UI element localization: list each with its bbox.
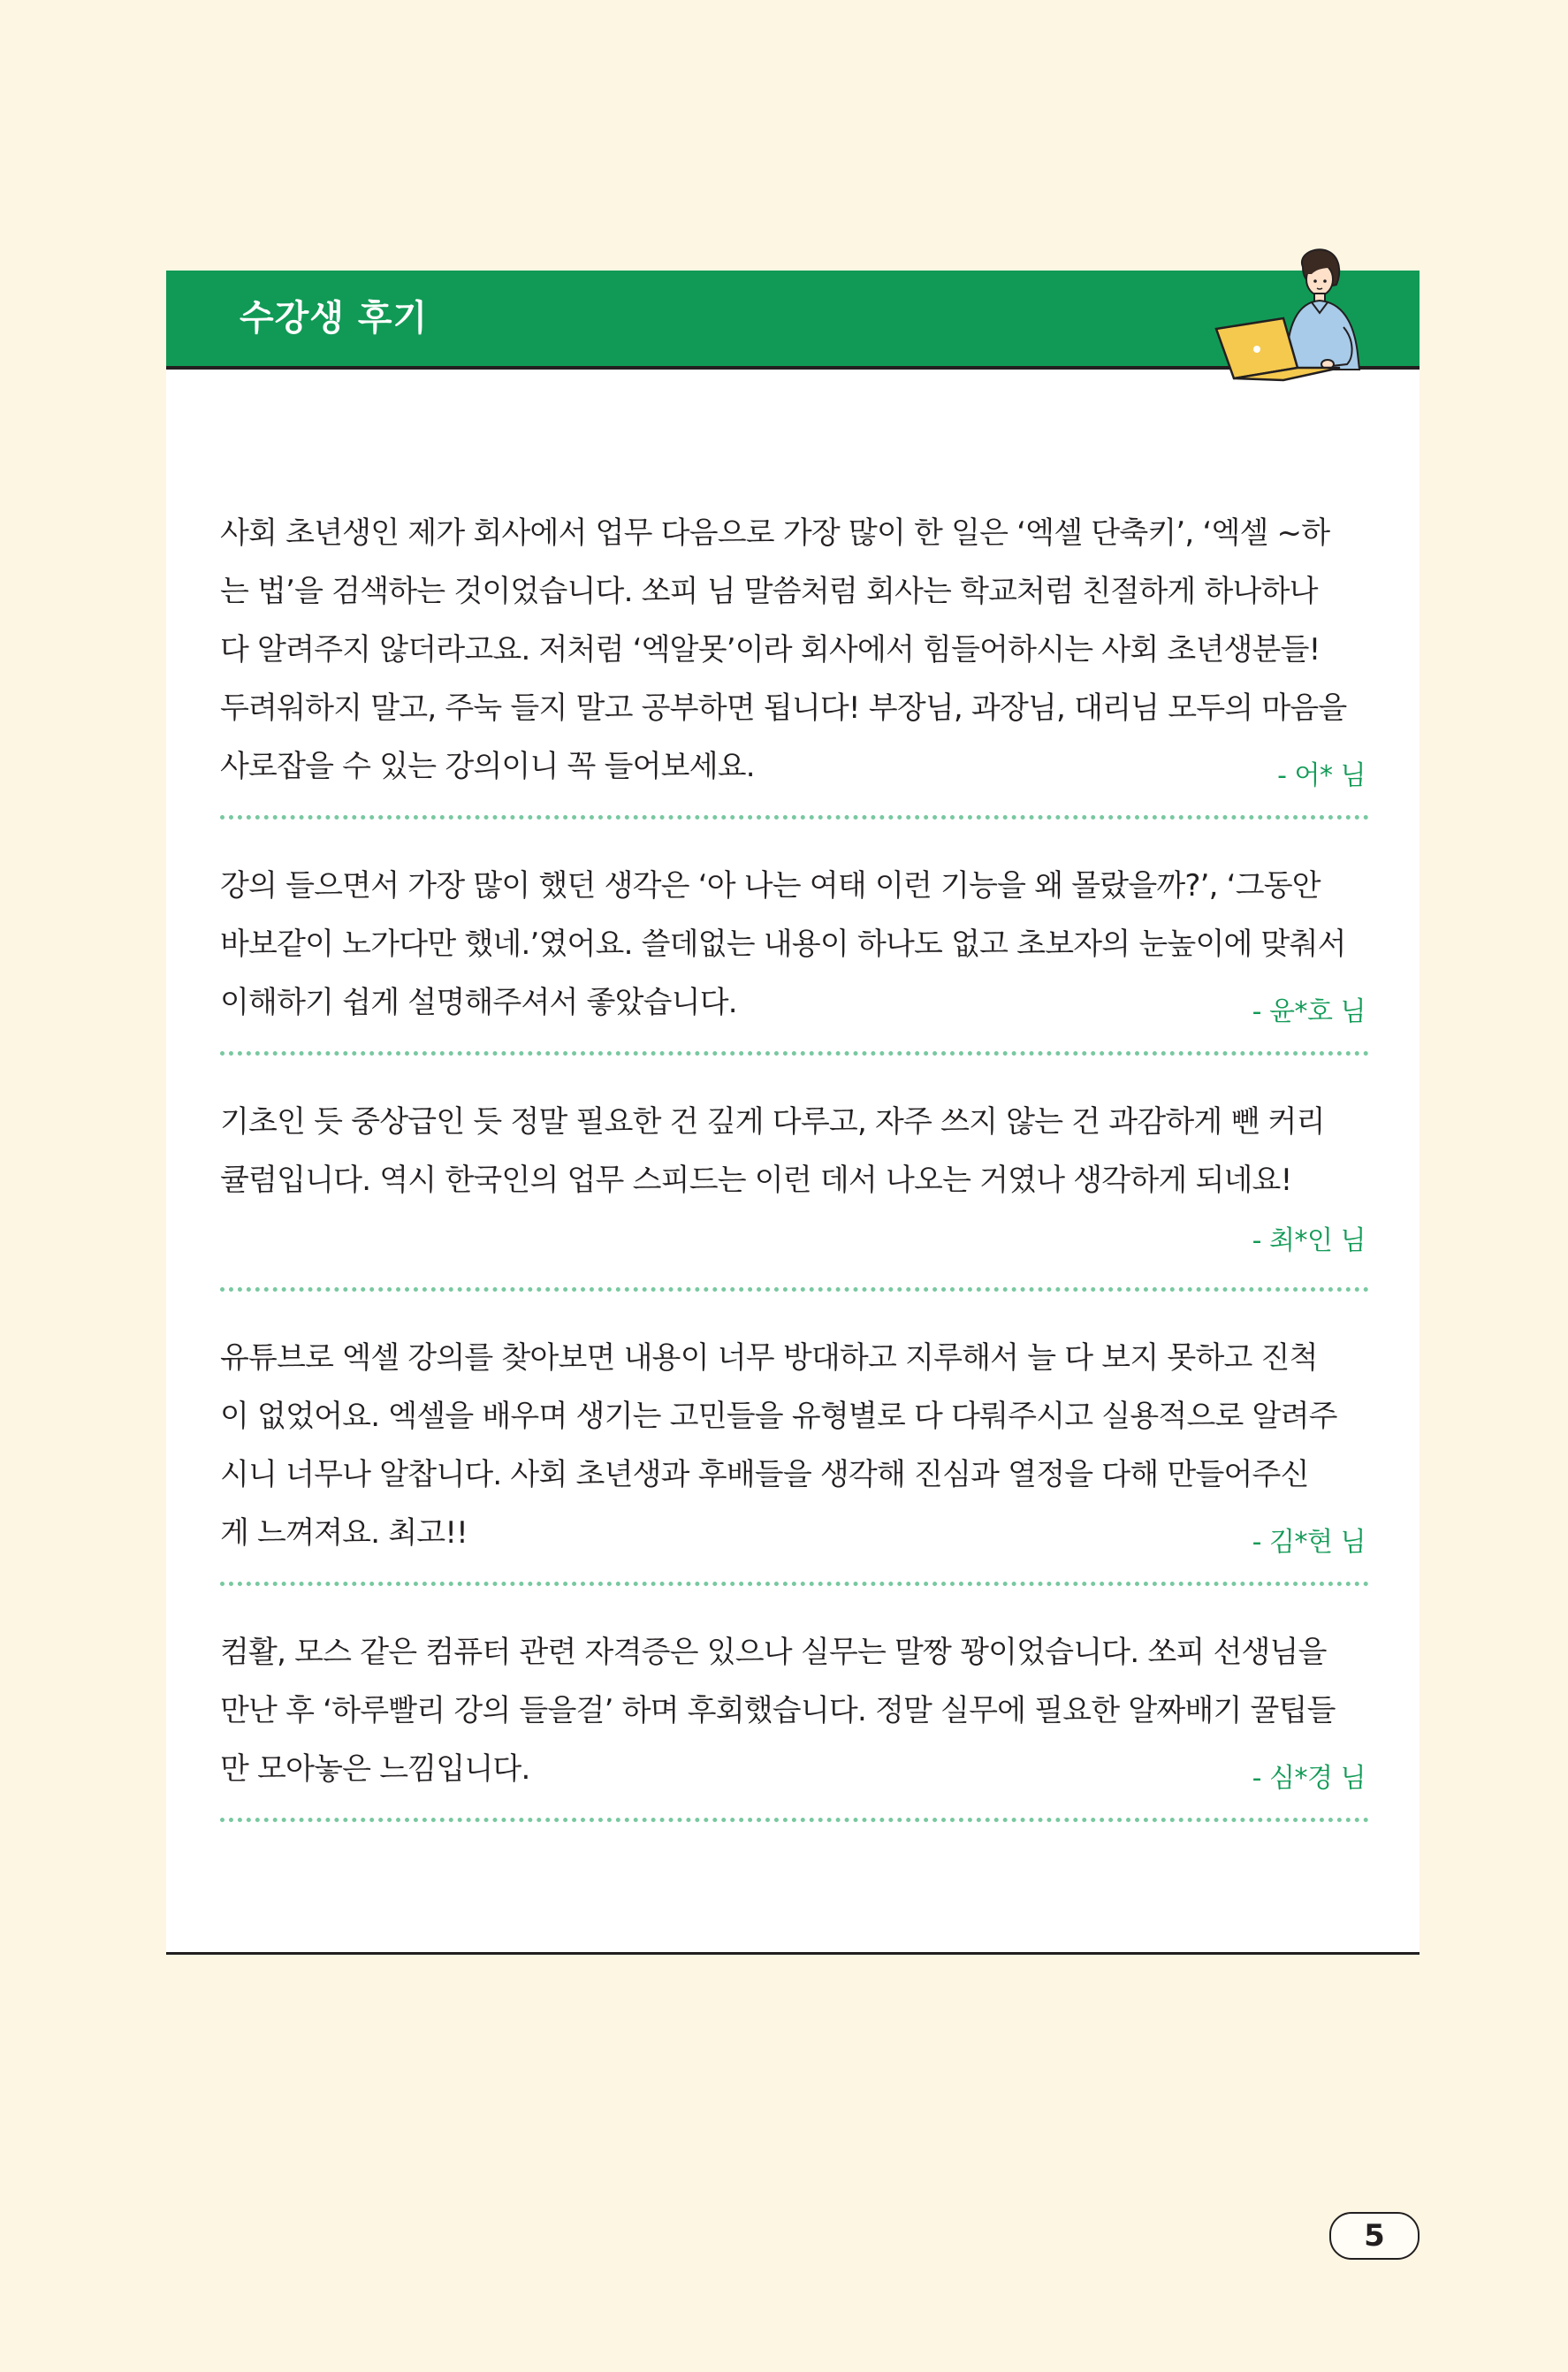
review-text: 컴활, 모스 같은 컴퓨터 관련 자격증은 있으나 실무는 말짱 꽝이었습니다. 쏘피 선생님을 만난 후 ‘하루빨리 강의 들을걸’ 하며 후회했습니다. 정말 실무에 필요한 알짜배기 꿀팁들 만 모아놓은 느낌입니다. xyxy=(220,1635,1336,1787)
review-author: - 어* 님 xyxy=(1277,760,1366,791)
review-header-title: 수강생 후기 xyxy=(240,298,429,339)
review-author: - 윤*호 님 xyxy=(1252,996,1366,1027)
person-with-laptop-icon xyxy=(1199,248,1375,398)
review-item xyxy=(220,1623,1369,1822)
review-text: 사회 초년생인 제가 회사에서 업무 다음으로 가장 많이 한 일은 ‘엑셀 단축키’, ‘엑셀 ~하 는 법’을 검색하는 것이었습니다. 쏘피 님 말씀처럼 회사는 학교처럼 친절하게 하나하나 다 알려주지 않더라고요. 저처럼 ‘엑알못’이라 회사에서 힘들어하시는 사회 초년생분들! 두려워하지 말고, 주눅 들지 말고 공부하면 됩니다! 부장님, 과장님, 대리님 모두의 마음을 사로잡을 수 있는 강의이니 꼭 들어보세요. xyxy=(220,515,1347,784)
review-list xyxy=(220,504,1369,1859)
review-author: - 김*현 님 xyxy=(1252,1527,1366,1558)
review-item xyxy=(220,857,1369,1056)
review-text: 유튜브로 엑셀 강의를 찾아보면 내용이 너무 방대하고 지루해서 늘 다 보지 못하고 진척 이 없었어요. 엑셀을 배우며 생기는 고민들을 유형별로 다 다뤄주시고 실용적으로 알려주 시니 너무나 알찹니다. 사회 초년생과 후배들을 생각해 진심과 열정을 다해 만들어주신 게 느껴져요. 최고!! xyxy=(220,1340,1337,1551)
review-text: 강의 들으면서 가장 많이 했던 생각은 ‘아 나는 여태 이런 기능을 왜 몰랐을까?’, ‘그동안 바보같이 노가다만 했네.’였어요. 쓸데없는 내용이 하나도 없고 초보자의 눈높이에 맞춰서 이해하기 쉽게 설명해주셔서 좋았습니다. xyxy=(220,868,1346,1020)
review-item xyxy=(220,1093,1369,1292)
review-item xyxy=(220,504,1369,820)
review-author: - 심*경 님 xyxy=(1252,1763,1366,1794)
page-number: 5 xyxy=(1329,2212,1420,2260)
review-text: 기초인 듯 중상급인 듯 정말 필요한 건 깊게 다루고, 자주 쓰지 않는 건 과감하게 뺀 커리 큘럼입니다. 역시 한국인의 업무 스피드는 이런 데서 나오는 거였나 생각하게 되네요! xyxy=(220,1104,1325,1198)
review-author: - 최*인 님 xyxy=(1252,1225,1366,1256)
review-item xyxy=(220,1329,1369,1586)
review-card xyxy=(166,271,1420,1955)
